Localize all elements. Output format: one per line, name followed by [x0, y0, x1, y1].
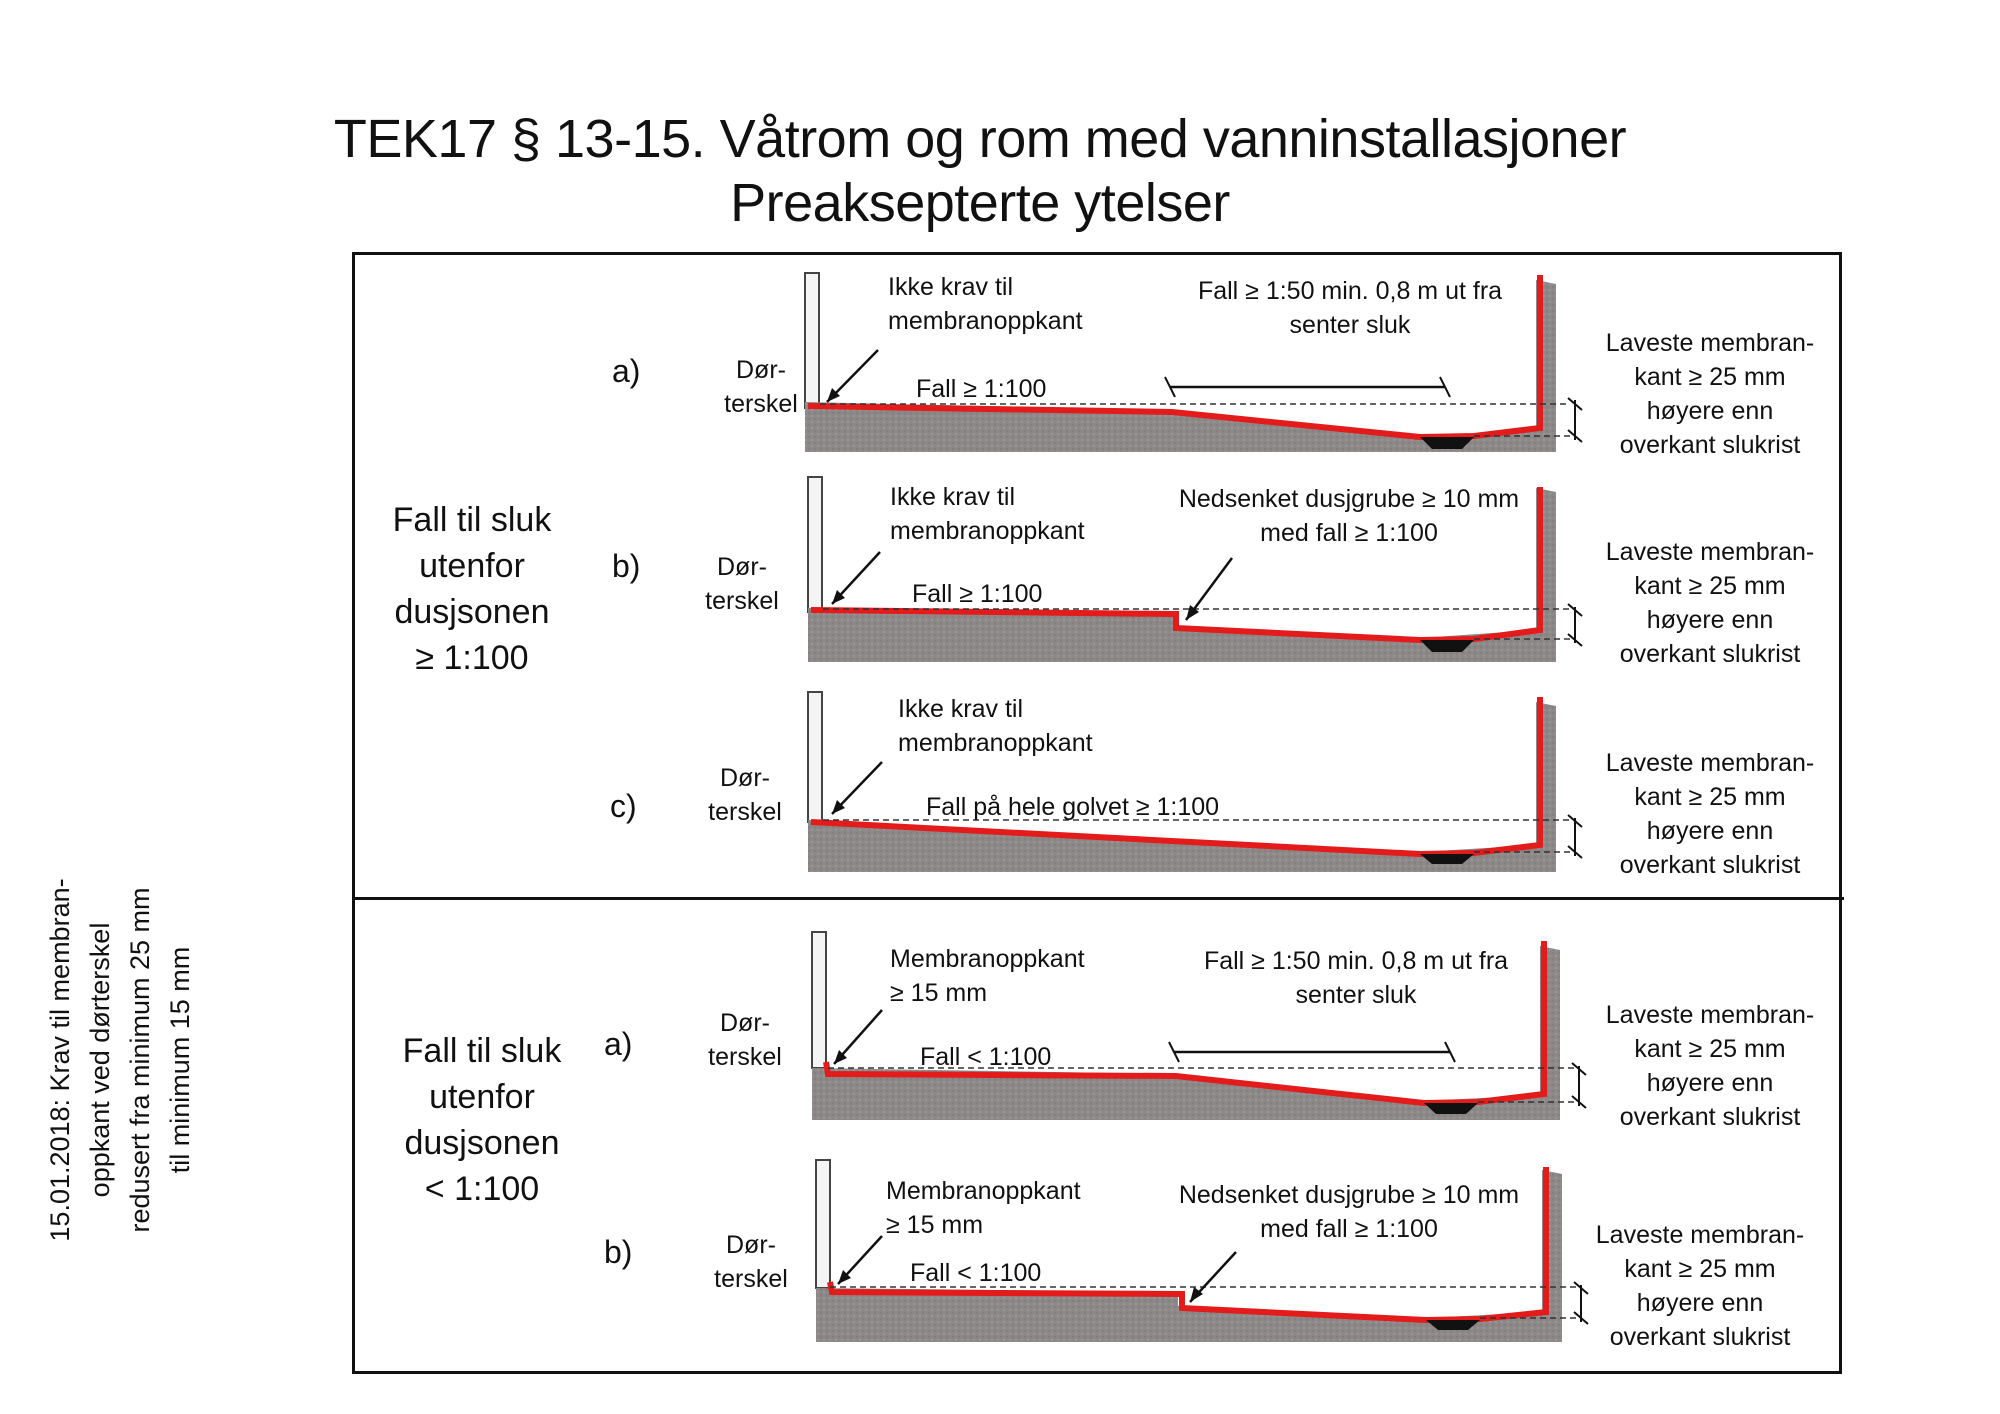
height-dimension-marker [1568, 815, 1582, 858]
row-letter: a) [604, 1026, 633, 1062]
right-note-line: overkant slukrist [1619, 640, 1801, 668]
page-title: TEK17 § 13-15. Våtrom og rom med vanninstallasjoner [333, 109, 1627, 169]
upstand-label-line: membranoppkant [898, 729, 1093, 757]
zone-label-line: med fall ≥ 1:100 [1260, 1215, 1438, 1243]
upstand-label-line: Ikke krav til [890, 483, 1016, 511]
upstand-label [890, 480, 1085, 548]
right-note-line: kant ≥ 25 mm [1624, 1255, 1776, 1283]
upstand-label-line: membranoppkant [890, 517, 1085, 545]
zone-label-line: Fall ≥ 1:50 min. 0,8 m ut fra [1203, 947, 1509, 975]
threshold-label [716, 353, 806, 421]
right-note-line: kant ≥ 25 mm [1634, 363, 1786, 391]
threshold-label-line: Dør- [717, 553, 767, 581]
group-label-line: Fall til sluk [392, 501, 552, 539]
right-note [1590, 998, 1830, 1134]
row-letter: b) [612, 548, 641, 584]
side-note-line: til minimum 15 mm [165, 946, 195, 1174]
right-note [1590, 326, 1830, 462]
group-label-line: utenfor [429, 1078, 535, 1116]
fall-label: Fall ≥ 1:100 [916, 375, 1047, 403]
zone-label-line: med fall ≥ 1:100 [1260, 519, 1438, 547]
upstand-label-line: ≥ 15 mm [886, 1211, 984, 1239]
zone-label-line: senter sluk [1289, 311, 1411, 339]
fall-label: Fall ≥ 1:100 [912, 580, 1043, 608]
right-note-line: overkant slukrist [1619, 431, 1801, 459]
side-note-line: 15.01.2018: Krav til membran- [45, 878, 75, 1242]
row-letter: c) [610, 788, 637, 824]
height-dimension-marker [1568, 604, 1582, 646]
right-note-line: overkant slukrist [1609, 1323, 1791, 1351]
right-note [1580, 1218, 1820, 1354]
height-dimension-marker [1572, 1063, 1586, 1108]
fall-label: Fall på hele golvet ≥ 1:100 [926, 793, 1220, 821]
right-note-line: overkant slukrist [1619, 851, 1801, 879]
row-letter: b) [604, 1234, 633, 1270]
threshold-label-line: Dør- [736, 356, 786, 384]
side-note-line: oppkant ved dørterskel [85, 922, 115, 1198]
threshold-label-line: terskel [708, 798, 782, 826]
right-note-line: overkant slukrist [1619, 1103, 1801, 1131]
threshold-label [697, 550, 787, 618]
fall-label: Fall < 1:100 [910, 1259, 1042, 1287]
fall-label: Fall < 1:100 [920, 1043, 1052, 1071]
upstand-label [888, 270, 1083, 338]
zone-label [1164, 482, 1534, 550]
door-threshold-post [808, 477, 822, 612]
threshold-label-line: Dør- [726, 1231, 776, 1259]
upstand-label [886, 1174, 1081, 1242]
upstand-label-line: Ikke krav til [888, 273, 1014, 301]
zone-label-line: Fall ≥ 1:50 min. 0,8 m ut fra [1197, 277, 1503, 305]
right-note-line: høyere enn [1646, 1069, 1774, 1097]
threshold-label-line: terskel [724, 390, 798, 418]
upstand-label-line: ≥ 15 mm [890, 979, 988, 1007]
upstand-label-line: Membranoppkant [886, 1177, 1081, 1205]
zone-label [1180, 274, 1520, 342]
right-note-line: høyere enn [1646, 397, 1774, 425]
group-label-line: ≥ 1:100 [415, 639, 529, 677]
zone-label-line: senter sluk [1295, 981, 1417, 1009]
group-label-line: dusjsonen [394, 593, 550, 631]
door-threshold-post [816, 1160, 830, 1288]
right-note-line: høyere enn [1646, 817, 1774, 845]
right-note-line: kant ≥ 25 mm [1634, 783, 1786, 811]
group-label-line: < 1:100 [424, 1170, 540, 1208]
right-note-line: kant ≥ 25 mm [1634, 572, 1786, 600]
upstand-label [890, 942, 1085, 1010]
right-note-line: Laveste membran- [1605, 1001, 1815, 1029]
zone-label [1186, 944, 1526, 1012]
door-threshold-post [812, 932, 826, 1068]
right-note-line: høyere enn [1646, 606, 1774, 634]
threshold-label-line: Dør- [720, 764, 770, 792]
threshold-label [706, 1228, 796, 1296]
threshold-label [700, 1006, 790, 1074]
height-dimension-marker [1568, 398, 1582, 442]
threshold-label-line: Dør- [720, 1009, 770, 1037]
door-threshold-post [808, 692, 822, 822]
zone-label-line: Nedsenket dusjgrube ≥ 10 mm [1178, 1181, 1520, 1209]
row-letter: a) [612, 353, 641, 389]
group-label-line: utenfor [419, 547, 525, 585]
upstand-label [898, 692, 1093, 760]
upstand-label-line: membranoppkant [888, 307, 1083, 335]
group-label-line: Fall til sluk [402, 1032, 562, 1070]
right-note-line: høyere enn [1636, 1289, 1764, 1317]
zone-label [1164, 1178, 1534, 1246]
page-subtitle: Preaksepterte ytelser [730, 173, 1230, 233]
right-note [1590, 746, 1830, 882]
arrow-head [1186, 605, 1199, 620]
right-note-line: kant ≥ 25 mm [1634, 1035, 1786, 1063]
right-note-line: Laveste membran- [1605, 749, 1815, 777]
threshold-label-line: terskel [705, 587, 779, 615]
door-threshold-post [805, 273, 819, 408]
group-label-line: dusjsonen [404, 1124, 560, 1162]
upstand-label-line: Membranoppkant [890, 945, 1085, 973]
threshold-label [700, 761, 790, 829]
right-note-line: Laveste membran- [1605, 538, 1815, 566]
upstand-label-line: Ikke krav til [898, 695, 1024, 723]
right-note [1590, 535, 1830, 671]
threshold-label-line: terskel [714, 1265, 788, 1293]
side-note-line: redusert fra minimum 25 mm [125, 887, 155, 1233]
right-note-line: Laveste membran- [1605, 329, 1815, 357]
zone-label-line: Nedsenket dusjgrube ≥ 10 mm [1178, 485, 1520, 513]
right-note-line: Laveste membran- [1595, 1221, 1805, 1249]
threshold-label-line: terskel [708, 1043, 782, 1071]
